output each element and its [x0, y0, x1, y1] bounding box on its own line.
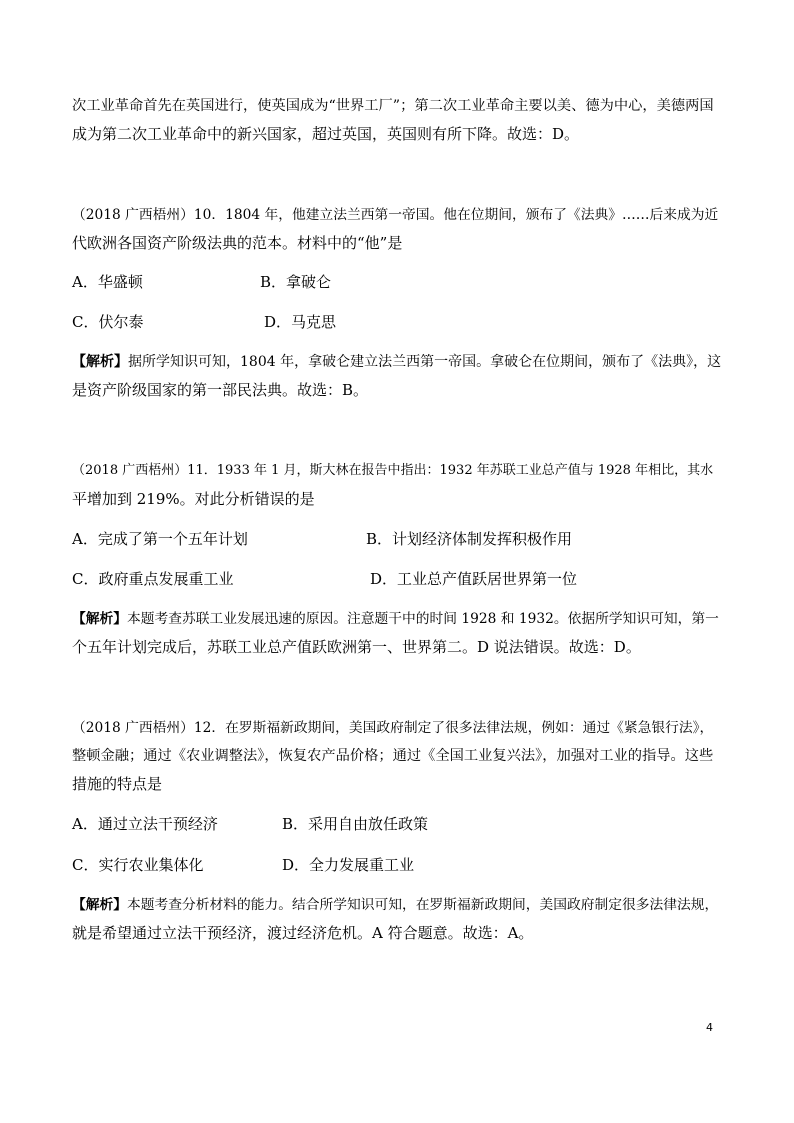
q10-stem-line-1: （2018 广西梧州）10．1804 年，他建立法兰西第一帝国。他在位期间，颁布了《法典》……后来成为近: [72, 207, 719, 223]
q12-analysis-line-1: [72, 895, 718, 915]
q11-option-d: D．工业总产值跃居世界第一位: [370, 570, 578, 588]
q10-analysis-line-1: [72, 352, 721, 372]
q10-option-d: D．马克思: [264, 313, 337, 331]
q11-stem-line-2: 平增加到 219%。对此分析错误的是: [72, 490, 315, 508]
q11-stem-line-1: （2018 广西梧州）11．1933 年 1 月，斯大林在报告中指出：1932 年苏联工业总产值与 1928 年相比，其水: [72, 463, 714, 478]
q11-option-a: A．完成了第一个五年计划: [72, 530, 248, 548]
q10-analysis-line-2: 是资产阶级国家的第一部民法典。故选：B。: [72, 381, 369, 399]
q10-option-a: A．华盛顿: [72, 273, 143, 291]
q11-analysis-tag: 【解析】: [72, 611, 128, 627]
q10-stem-line-2: 代欧洲各国资产阶级法典的范本。材料中的“他”是: [72, 234, 403, 252]
q12-option-a: A．通过立法干预经济: [72, 815, 218, 833]
intro-line-1: 次工业革命首先在英国进行，使英国成为“世界工厂”；第二次工业革命主要以美、德为中心，美德两国: [72, 98, 714, 114]
q12-stem-line-3: 措施的特点是: [72, 775, 163, 793]
q10-analysis-text-1: 据所学知识可知，1804 年，拿破仑建立法兰西第一帝国。拿破仑在位期间，颁布了《法典》，这: [128, 354, 722, 370]
q12-analysis-text-1: 本题考查分析材料的能力。结合所学知识可知，在罗斯福新政期间，美国政府制定很多法律法规，: [127, 897, 719, 913]
q11-analysis-line-1: [72, 609, 719, 629]
q12-option-c: C．实行农业集体化: [72, 856, 204, 874]
q12-option-b: B．采用自由放任政策: [282, 815, 429, 833]
q12-option-d: D．全力发展重工业: [282, 856, 415, 874]
q12-stem-line-1: （2018 广西梧州）12．在罗斯福新政期间，美国政府制定了很多法律法规，例如：通过《紧急银行法》，: [72, 720, 714, 736]
q12-analysis-tag: 【解析】: [72, 897, 128, 913]
q11-option-c: C．政府重点发展重工业: [72, 570, 234, 588]
q12-analysis-line-2: 就是希望通过立法干预经济，渡过经济危机。A 符合题意。故选：A。: [72, 924, 534, 942]
q11-option-b: B．计划经济体制发挥积极作用: [366, 530, 573, 548]
q12-stem-line-2: 整顿金融；通过《农业调整法》，恢复农产品价格；通过《全国工业复兴法》，加强对工业的指导。这些: [72, 748, 714, 764]
q11-analysis-text-1: 本题考查苏联工业发展迅速的原因。注意题干中的时间 1928 和 1932。依据所学知识可知，第一: [127, 611, 719, 627]
q10-option-c: C．伏尔泰: [72, 313, 144, 331]
intro-line-2: 成为第二次工业革命中的新兴国家，超过英国，英国则有所下降。故选：D。: [72, 125, 580, 143]
q11-analysis-line-2: 个五年计划完成后，苏联工业总产值跃欧洲第一、世界第二。D 说法错误。故选：D。: [72, 638, 641, 656]
q10-option-b: B．拿破仑: [260, 273, 332, 291]
q10-analysis-tag: 【解析】: [72, 354, 128, 370]
page-number: 4: [706, 1021, 713, 1034]
